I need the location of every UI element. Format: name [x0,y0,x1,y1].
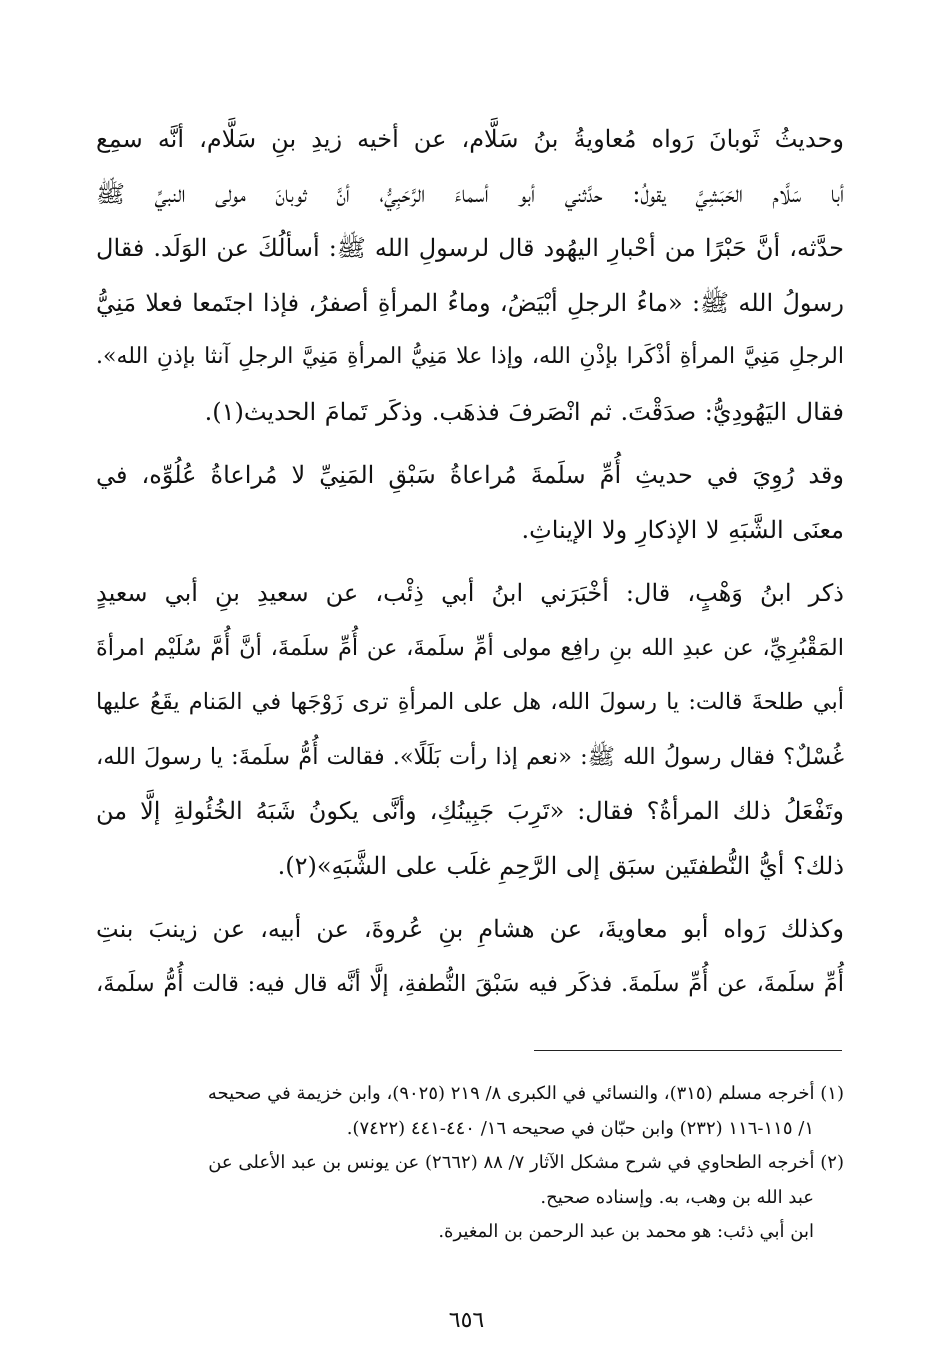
footnote-line: (١) أخرجه مسلم (٣١٥)، والنسائي في الكبرى ٨/ ٢١٩ (٩٠٢٥)، وابن خزيمة في صحيحه [207,1083,844,1104]
text-line: وكذلك رَواه أبو معاويةَ، عن هشامِ بنِ عُروةَ، عن أبيه، عن زينبَ بنتِ [96,915,844,943]
footnote-line: ١/ ١١٥-١١٦ (٢٣٢) وابن حبّان في صحيحه ١٦/ ٤٤٠-٤٤١ (٧٤٢٢). [346,1117,814,1139]
text-line: معنَى الشَّبَهِ لا الإذكارِ ولا الإيناثِ. [521,515,844,544]
text-line: وقد رُوِيَ في حديثِ أُمِّ سلَمةَ مُراعاةُ سَبْقِ المَنِيِّ لا مُراعاةُ عُلُوِّه، في [96,461,844,489]
paragraph-4 [96,902,844,1011]
main-text [96,112,844,1011]
footnote-separator [534,1050,842,1051]
footnote-line: (٢) أخرجه الطحاوي في شرح مشكل الآثار ٧/ ٨٨ (٢٦٦٢) عن يونس بن عبد الأعلى عن [208,1152,844,1173]
text-line: فقال اليَهُودِيُّ: صدَقْتَ. ثم انْصَرفَ فذهَب. وذكَر تَمامَ الحديث(١). [204,397,844,426]
paragraph-3 [96,566,844,893]
footnote-line: عبد الله بن وهب، به. وإسناده صحيح. [540,1186,814,1208]
footnotes [96,1077,844,1250]
text-line: وتَفْعَلُ ذلك المرأةُ؟ فقال: «تَرِبَ جَبِينُكِ، وأنَّى يكونُ شَبَهُ الخُئُولةِ إلَّا من [96,797,844,825]
text-line: ذكر ابنُ وَهْبٍ، قال: أخْبَرَني ابنُ أبي ذِئْب، عن سعيدِ بنِ أبي سعيدٍ [96,579,844,607]
text-line: رسولُ الله ﷺ: «ماءُ الرجلِ أبْيَضُ، وماءُ المرأةِ أصفرُ، فإذا اجتَمعا فعلا مَنِيُّ [96,288,844,317]
paragraph-1 [96,112,844,439]
text-line: ذلك؟ أيُّ النُّطفتَين سبَق إلى الرَّحِمِ غلَب على الشَّبَهِ»(٢). [277,851,844,880]
text-line: الرجلِ مَنِيَّ المرأةِ أذْكَرا بإذْنِ الله، وإذا علا مَنِيُّ المرأةِ مَنِيَّ الرجلِ آنثا بإذنِ الله». [96,344,844,369]
footnote-note: ابن أبي ذئب: هو محمد بن عبد الرحمن بن المغيرة. [438,1221,814,1242]
text-line: أُمِّ سلَمةَ، عن أُمِّ سلَمةَ. فذكَر فيه سَبْقَ النُّطفةِ، إلَّا أنَّه قال فيه: قالت أُمُّ سلَمةَ، [96,970,844,997]
text-line: المَقْبُرِيِّ، عن عبدِ الله بنِ رافِع مولى أمِّ سلَمةَ، عن أُمِّ سلَمةَ، أنَّ أُمَّ سُلَيْم امرأةَ [96,634,844,661]
paragraph-2 [96,448,844,557]
footnote-2 [96,1146,844,1250]
text-line: حدَّثه، أنَّ حَبْرًا من أحْبارِ اليهُود قال لرسولِ الله ﷺ: أسألُكَ عن الوَلَد. فقال [96,234,844,262]
text-line: أبي طلحةَ قالت: يا رسولَ الله، هل على المرأةِ ترى زَوْجَها في المَنام يقَعُ عليها [96,689,844,715]
text-line: أبا سَلَّام الحَبَشِيَّ يقولُ: حدَّثني أبو أسماءَ الرَّحَبِيُّ، أنَّ ثوبانَ مولى النبيِّ ﷺ [96,179,844,208]
footnote-1 [96,1077,844,1146]
text-line: غُسْلٌ؟ فقال رسولُ الله ﷺ: «نعم إذا رأت بَلَلًا». فقالت أُمُّ سلَمةَ: يا رسولَ الله، [96,743,844,770]
text-line: وحديثُ ثَوبانَ رَواه مُعاويةُ بنُ سَلَّام، عن أخيه زيدِ بنِ سَلَّام، أنَّه سمِع [96,125,844,153]
page-number: ٦٥٦ [448,1308,485,1333]
